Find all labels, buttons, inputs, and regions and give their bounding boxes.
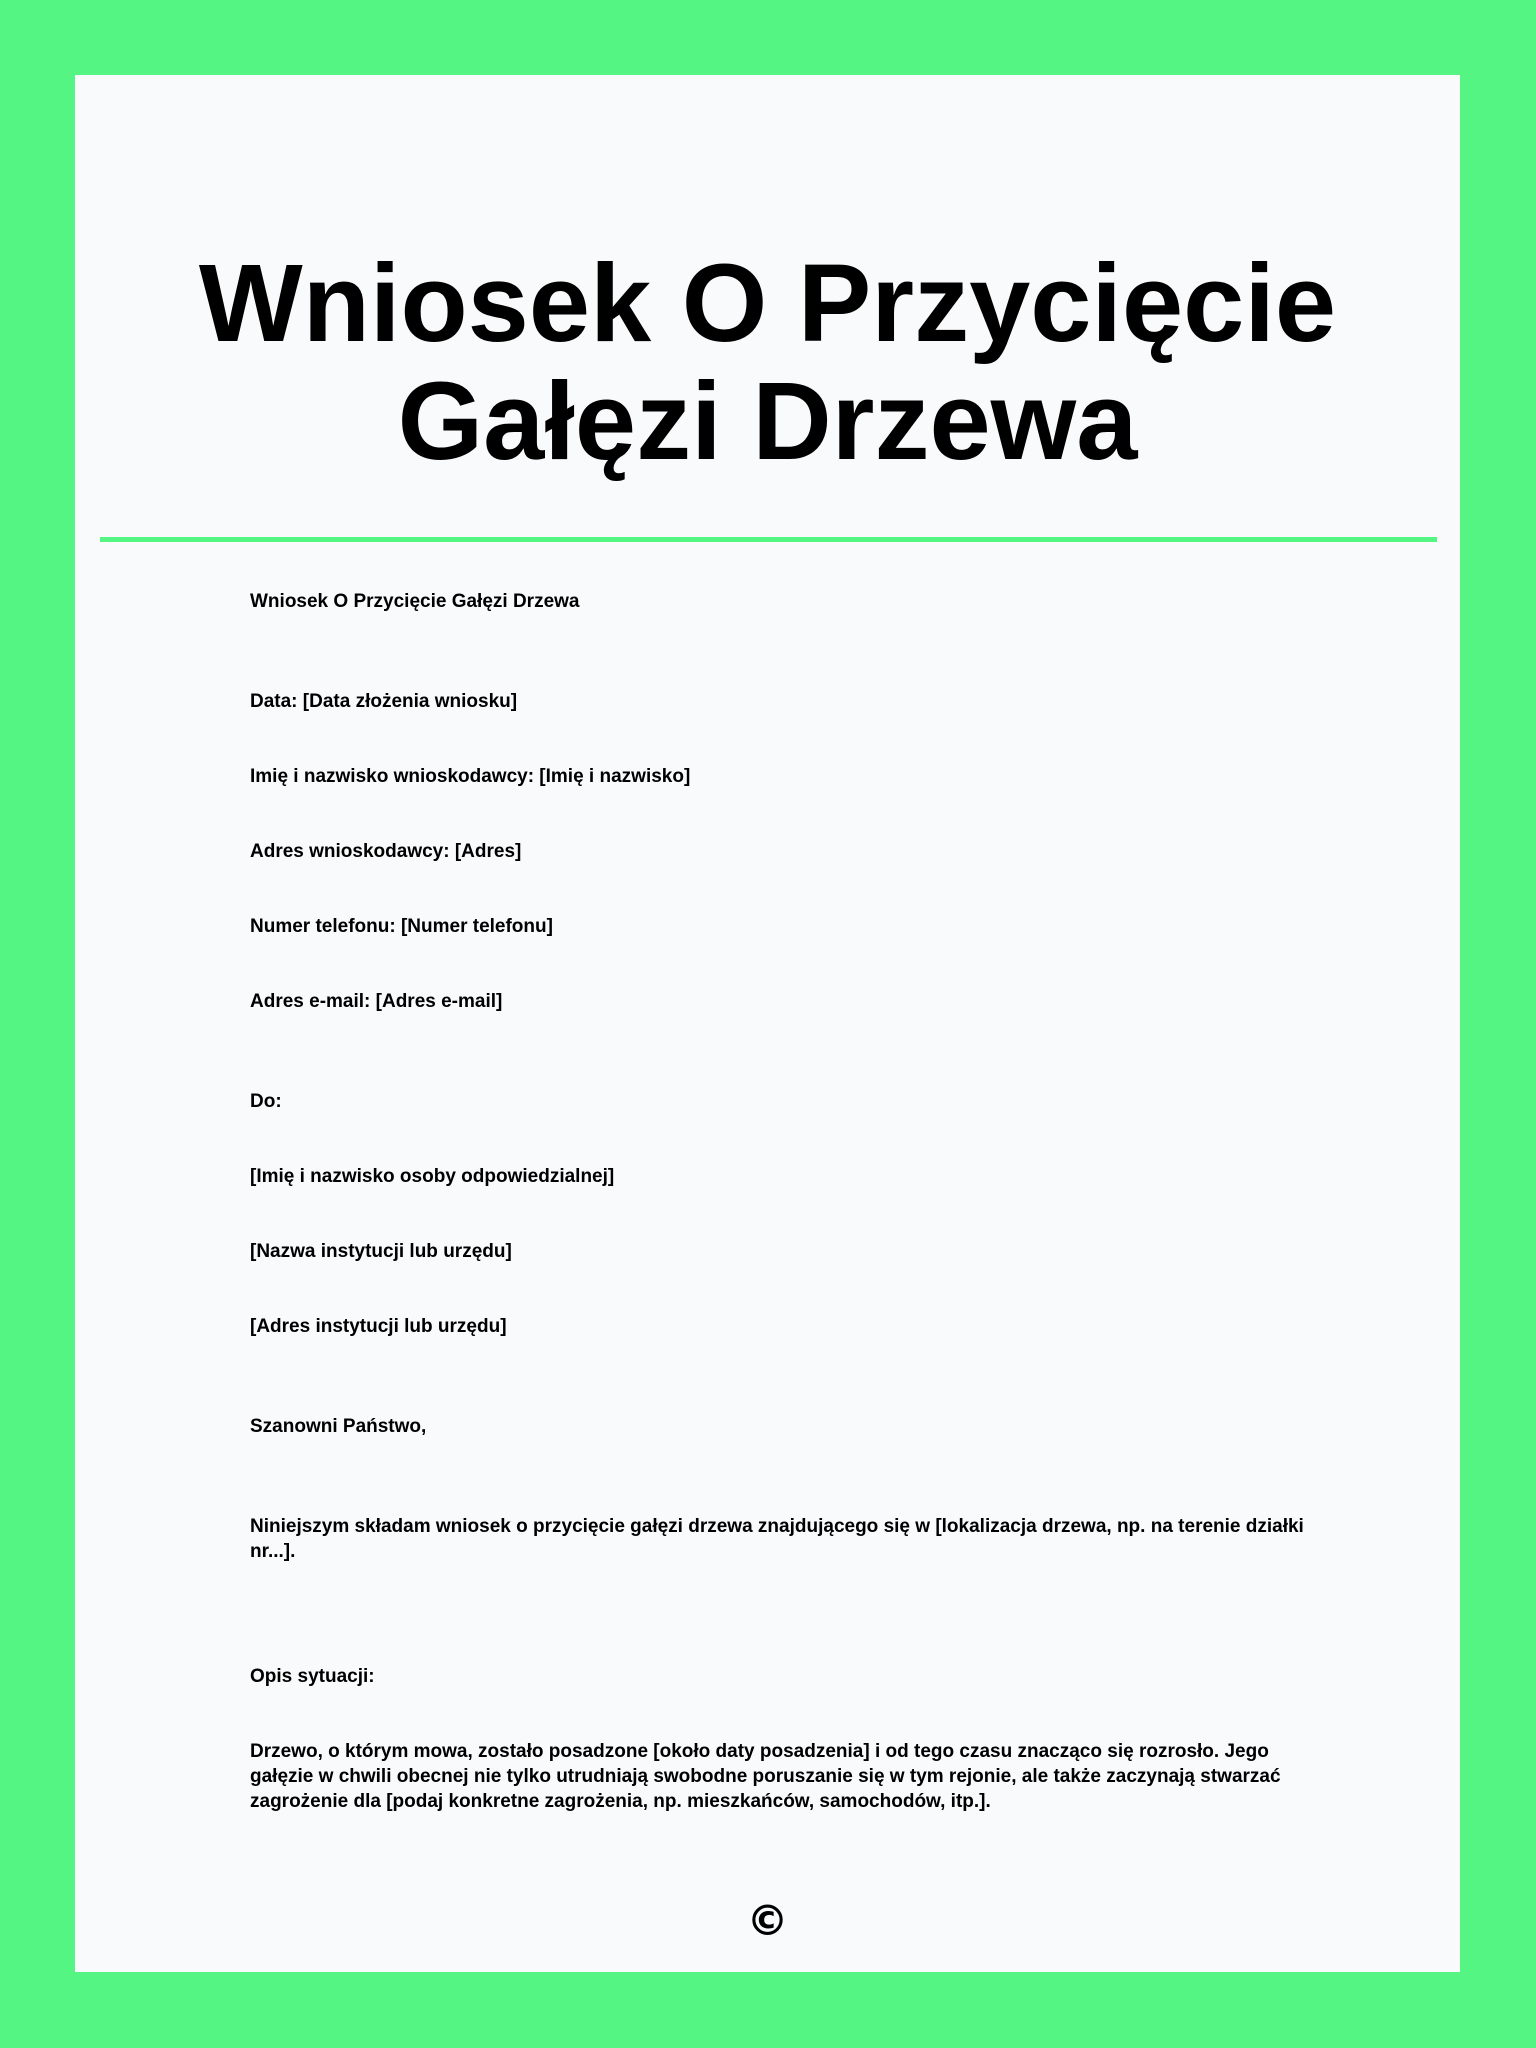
intro-paragraph: Niniejszym składam wniosek o przycięcie gałęzi drzewa znajdującego się w [lokalizacja drzewa, np. na terenie działki nr...]. bbox=[250, 1516, 1304, 1562]
recipient-name: [Imię i nazwisko osoby odpowiedzialnej] bbox=[250, 1166, 615, 1187]
situation-paragraph: Drzewo, o którym mowa, zostało posadzone [około daty posadzenia] i od tego czasu znacząco się rozrosło. Jego gałęzie w chwili obecnej nie tylko utrudniają swobodne poruszanie się w tym rejonie, ale także zaczynają stwarzać zagrożenie dla [podaj konkretne zagrożenia, np. mieszkańców, samochodów, itp.]. bbox=[250, 1741, 1281, 1812]
phone-line: Numer telefonu: [Numer telefonu] bbox=[250, 916, 553, 937]
title-divider bbox=[100, 537, 1437, 542]
copyright-icon: © bbox=[746, 1896, 789, 1945]
applicant-address-line: Adres wnioskodawcy: [Adres] bbox=[250, 841, 522, 862]
to-label: Do: bbox=[250, 1091, 282, 1112]
date-line: Data: [Data złożenia wniosku] bbox=[250, 691, 518, 712]
institution-name: [Nazwa instytucji lub urzędu] bbox=[250, 1241, 512, 1262]
institution-address: [Adres instytucji lub urzędu] bbox=[250, 1316, 507, 1337]
document-subtitle: Wniosek O Przycięcie Gałęzi Drzewa bbox=[250, 591, 580, 612]
applicant-name-line: Imię i nazwisko wnioskodawcy: [Imię i nazwisko] bbox=[250, 766, 691, 787]
document-page bbox=[75, 75, 1460, 1972]
salutation: Szanowni Państwo, bbox=[250, 1416, 427, 1437]
page-title: Wniosek O Przycięcie Gałęzi Drzewa bbox=[198, 242, 1337, 483]
email-line: Adres e-mail: [Adres e-mail] bbox=[250, 991, 503, 1012]
situation-heading: Opis sytuacji: bbox=[250, 1666, 375, 1687]
